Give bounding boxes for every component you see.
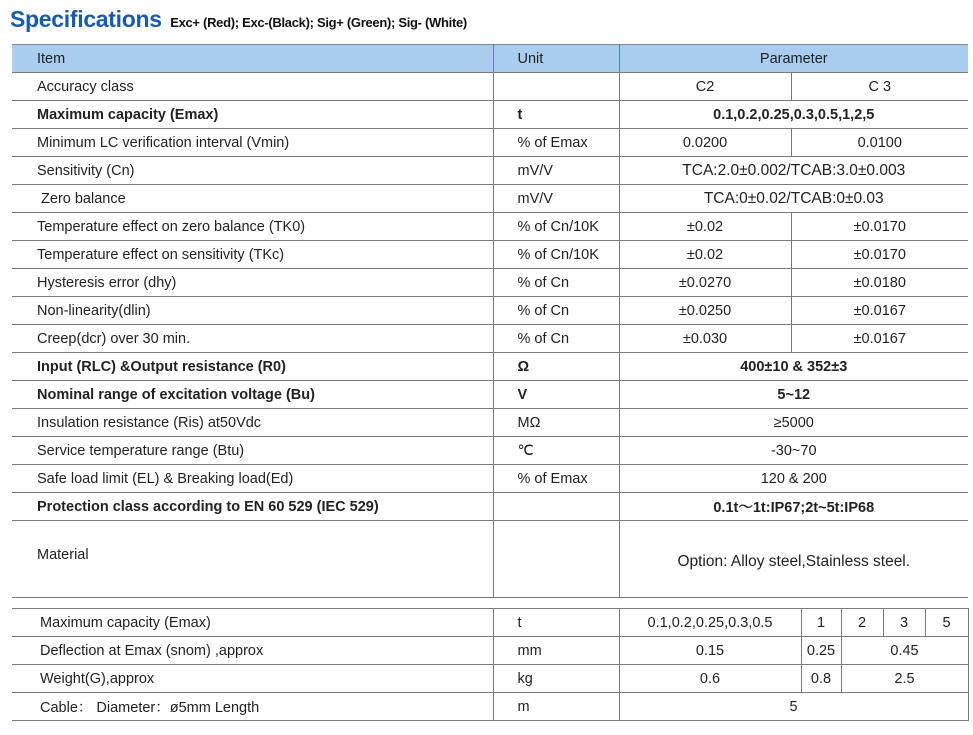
row-unit: ℃ <box>493 437 619 465</box>
row-value: -30~70 <box>619 437 968 465</box>
row-c3: ±0.0180 <box>791 269 968 297</box>
row-value: 5 <box>925 609 968 637</box>
row-c3: ±0.0167 <box>791 297 968 325</box>
table-row <box>12 521 968 598</box>
row-item: Zero balance <box>12 185 493 213</box>
header-parameter: Parameter <box>619 45 968 73</box>
row-value: TCA:2.0±0.002/TCAB:3.0±0.003 <box>619 157 968 185</box>
row-item: Creep(dcr) over 30 min. <box>12 325 493 353</box>
row-item: Temperature effect on sensitivity (TKc) <box>12 241 493 269</box>
row-unit: % of Cn/10K <box>493 241 619 269</box>
row-unit <box>493 73 619 101</box>
row-item: Weight(G),approx <box>12 665 493 693</box>
table-row <box>12 297 968 325</box>
row-item: Non-linearity(dlin) <box>12 297 493 325</box>
row-c3: ±0.0170 <box>791 213 968 241</box>
row-value: 0.1,0.2,0.25,0.3,0.5,1,2,5 <box>619 101 968 129</box>
row-unit: % of Cn <box>493 297 619 325</box>
row-item: Accuracy class <box>12 73 493 101</box>
row-unit: Ω <box>493 353 619 381</box>
row-unit: MΩ <box>493 409 619 437</box>
row-unit: m <box>493 693 619 721</box>
table-row <box>12 493 968 521</box>
row-c2: ±0.030 <box>619 325 791 353</box>
row-unit: t <box>493 101 619 129</box>
table-row <box>12 213 968 241</box>
row-unit: V <box>493 381 619 409</box>
table-row <box>12 381 968 409</box>
table-row <box>12 409 968 437</box>
spec-heading <box>10 6 467 33</box>
row-value: 0.15 <box>619 637 801 665</box>
row-unit: % of Cn <box>493 269 619 297</box>
row-c2: ±0.02 <box>619 213 791 241</box>
row-value: 5~12 <box>619 381 968 409</box>
row-c2: C2 <box>619 73 791 101</box>
row-item: Hysteresis error (dhy) <box>12 269 493 297</box>
page-title: Specifications <box>10 6 162 32</box>
table-row <box>12 665 968 693</box>
row-value: 0.8 <box>801 665 841 693</box>
table-row <box>12 241 968 269</box>
table-row <box>12 325 968 353</box>
row-item: Maximum capacity (Emax) <box>12 101 493 129</box>
row-item: Temperature effect on zero balance (TK0) <box>12 213 493 241</box>
header-unit: Unit <box>493 45 619 73</box>
row-c3: 0.0100 <box>791 129 968 157</box>
row-value: 3 <box>883 609 925 637</box>
dimensions-table <box>12 608 969 721</box>
row-item: Sensitivity (Cn) <box>12 157 493 185</box>
row-item: Input (RLC) &Output resistance (R0) <box>12 353 493 381</box>
row-unit: kg <box>493 665 619 693</box>
row-value: 0.1,0.2,0.25,0.3,0.5 <box>619 609 801 637</box>
row-value: 0.6 <box>619 665 801 693</box>
row-item: Minimum LC verification interval (Vmin) <box>12 129 493 157</box>
table-row <box>12 129 968 157</box>
row-value: 0.45 <box>841 637 968 665</box>
row-value: 2 <box>841 609 883 637</box>
table-row <box>12 73 968 101</box>
row-value: Option: Alloy steel,Stainless steel. <box>619 521 968 598</box>
row-item: Nominal range of excitation voltage (Bu) <box>12 381 493 409</box>
row-value: 1 <box>801 609 841 637</box>
row-c3: ±0.0167 <box>791 325 968 353</box>
header-item: Item <box>12 45 493 73</box>
row-unit: t <box>493 609 619 637</box>
row-c3: ±0.0170 <box>791 241 968 269</box>
row-value: ≥5000 <box>619 409 968 437</box>
table-row <box>12 437 968 465</box>
row-item: Protection class according to EN 60 529 (IEC 529) <box>12 493 493 521</box>
row-unit: % of Cn <box>493 325 619 353</box>
table-row <box>12 609 968 637</box>
table-header <box>12 45 968 73</box>
row-item: Safe load limit (EL) & Breaking load(Ed) <box>12 465 493 493</box>
table-row <box>12 353 968 381</box>
row-unit: mm <box>493 637 619 665</box>
row-unit <box>493 493 619 521</box>
table-row <box>12 637 968 665</box>
row-value: 0.25 <box>801 637 841 665</box>
row-c2: ±0.0270 <box>619 269 791 297</box>
row-item: Deflection at Emax (snom) ,approx <box>12 637 493 665</box>
row-unit: % of Emax <box>493 129 619 157</box>
row-item: Cable： Diameter：ø5mm Length <box>12 693 493 721</box>
row-item: Insulation resistance (Ris) at50Vdc <box>12 409 493 437</box>
row-item: Service temperature range (Btu) <box>12 437 493 465</box>
row-item: Maximum capacity (Emax) <box>12 609 493 637</box>
row-value: 0.1t～1t:IP67;2t~5t:IP68 <box>619 493 968 521</box>
row-c3: C 3 <box>791 73 968 101</box>
table-row <box>12 101 968 129</box>
row-item: Material <box>12 521 493 598</box>
row-value: 2.5 <box>841 665 968 693</box>
table-row <box>12 185 968 213</box>
table-row <box>12 269 968 297</box>
row-unit <box>493 521 619 598</box>
row-unit: mV/V <box>493 185 619 213</box>
row-value: 400±10 & 352±3 <box>619 353 968 381</box>
row-unit: % of Emax <box>493 465 619 493</box>
specifications-table <box>12 44 968 598</box>
table-row <box>12 465 968 493</box>
row-unit: mV/V <box>493 157 619 185</box>
wire-color-legend: Exc+ (Red); Exc-(Black); Sig+ (Green); Sig- (White) <box>170 15 467 30</box>
row-c2: 0.0200 <box>619 129 791 157</box>
row-value: 120 & 200 <box>619 465 968 493</box>
row-c2: ±0.0250 <box>619 297 791 325</box>
table-row <box>12 157 968 185</box>
row-value: TCA:0±0.02/TCAB:0±0.03 <box>619 185 968 213</box>
row-c2: ±0.02 <box>619 241 791 269</box>
row-unit: % of Cn/10K <box>493 213 619 241</box>
row-value: 5 <box>619 693 968 721</box>
table-row <box>12 693 968 721</box>
